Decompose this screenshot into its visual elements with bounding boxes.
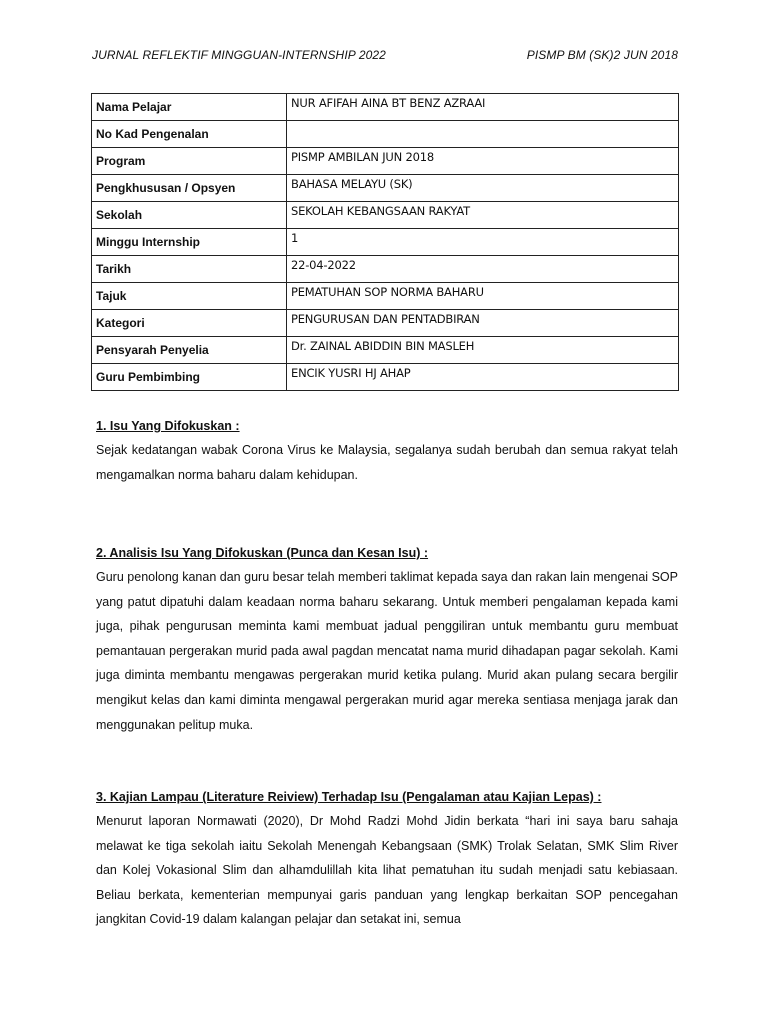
table-row xyxy=(92,256,679,283)
row-label: Pengkhususan / Opsyen xyxy=(92,175,287,202)
row-label: Guru Pembimbing xyxy=(92,364,287,391)
row-label: Sekolah xyxy=(92,202,287,229)
row-value-text: PENGURUSAN DAN PENTADBIRAN xyxy=(291,312,480,326)
table-row xyxy=(92,364,679,391)
row-value-text: PEMATUHAN SOP NORMA BAHARU xyxy=(291,285,484,299)
table-row xyxy=(92,310,679,337)
section-body: Menurut laporan Normawati (2020), Dr Mohd Radzi Mohd Jidin berkata “hari ini saya baru sahaja melawat ke tiga sekolah iaitu Sekolah Menengah Kebangsaan (SMK) Trolak Selatan, SMK Slim River dan Kolej Vokasional Slim dan alhamdulillah kita lihat pematuhan itu sudah menjadi satu kebiasaan. Beliau berkata, kementerian mempunyai garis panduan yang lengkap berkaitan SOP pencegahan jangkitan Covid-19 dalam kalangan pelajar dan setakat ini, semua xyxy=(96,814,678,927)
row-value-text: NUR AFIFAH AINA BT BENZ AZRAAI xyxy=(291,96,486,110)
row-value-text: 1 xyxy=(291,231,299,245)
row-value xyxy=(287,202,679,229)
table-row xyxy=(92,283,679,310)
row-value xyxy=(287,256,679,283)
row-label: No Kad Pengenalan xyxy=(92,121,287,148)
row-label: Pensyarah Penyelia xyxy=(92,337,287,364)
table-row xyxy=(92,175,679,202)
table-row xyxy=(92,94,679,121)
row-value-text: ENCIK YUSRI HJ AHAP xyxy=(291,366,411,380)
row-value-text: PISMP AMBILAN JUN 2018 xyxy=(291,150,434,164)
header-program-code: PISMP BM (SK)2 JUN 2018 xyxy=(526,48,678,62)
row-label: Kategori xyxy=(92,310,287,337)
row-value xyxy=(287,175,679,202)
row-label: Program xyxy=(92,148,287,175)
row-label: Tajuk xyxy=(92,283,287,310)
section-heading: 3. Kajian Lampau (Literature Reiview) Terhadap Isu (Pengalaman atau Kajian Lepas) : xyxy=(96,790,602,804)
row-label: Tarikh xyxy=(92,256,287,283)
section-body: Sejak kedatangan wabak Corona Virus ke Malaysia, segalanya sudah berubah dan semua rakyat telah mengamalkan norma baharu dalam kehidupan. xyxy=(96,443,678,482)
section-body: Guru penolong kanan dan guru besar telah memberi taklimat kepada saya dan rakan lain mengenai SOP yang patut dipatuhi dalam keadaan norma baharu sekarang. Untuk memberi pengalaman kepada kami juga, pihak pengurusan meminta kami membuat jadual penggiliran untuk membantu guru membuat pemantauan pergerakan murid pada awal pagdan mencatat nama murid dihadapan pagar sekolah. Kami juga diminta membantu mengawas pergerakan murid ketika pulang. Murid akan pulang secara bergilir mengikut kelas dan kami diminta mengawal pergerakan murid agar mereka sentiasa menjaga jarak dan menggunakan pelitup muka. xyxy=(96,570,678,732)
table-row xyxy=(92,121,679,148)
section-issue-focus xyxy=(96,414,678,487)
section-issue-analysis xyxy=(96,541,678,737)
section-literature-review xyxy=(96,785,678,932)
row-label: Minggu Internship xyxy=(92,229,287,256)
row-value xyxy=(287,283,679,310)
row-value xyxy=(287,121,679,148)
row-value xyxy=(287,337,679,364)
table-row xyxy=(92,148,679,175)
header-journal-title: JURNAL REFLEKTIF MINGGUAN-INTERNSHIP 2022 xyxy=(92,48,386,62)
section-heading: 1. Isu Yang Difokuskan : xyxy=(96,419,240,433)
table-row xyxy=(92,202,679,229)
row-value-text: SEKOLAH KEBANGSAAN RAKYAT xyxy=(291,204,470,218)
row-value-text: Dr. ZAINAL ABIDDIN BIN MASLEH xyxy=(291,339,475,353)
table-row xyxy=(92,229,679,256)
page-header xyxy=(92,48,678,62)
row-value xyxy=(287,94,679,121)
row-value xyxy=(287,229,679,256)
row-value xyxy=(287,148,679,175)
row-label: Nama Pelajar xyxy=(92,94,287,121)
section-heading: 2. Analisis Isu Yang Difokuskan (Punca dan Kesan Isu) : xyxy=(96,546,429,560)
row-value xyxy=(287,310,679,337)
table-row xyxy=(92,337,679,364)
student-info-table xyxy=(91,93,679,391)
row-value-text: 22-04-2022 xyxy=(291,258,356,272)
row-value-text: BAHASA MELAYU (SK) xyxy=(291,177,413,191)
row-value xyxy=(287,364,679,391)
